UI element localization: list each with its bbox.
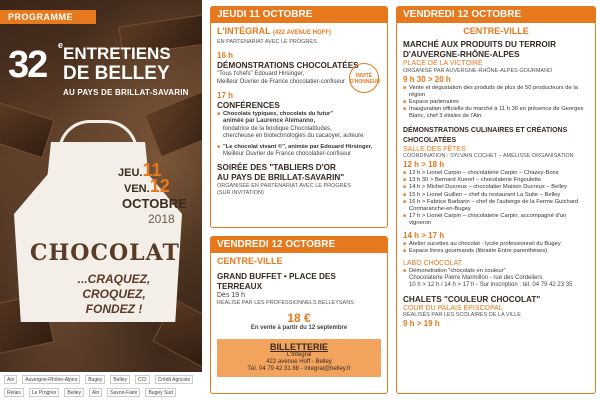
centre-ville-label: CENTRE-VILLE — [217, 256, 283, 266]
cover-panel — [0, 0, 202, 400]
sponsor-logo: Bugey Sud — [145, 388, 175, 397]
demo-slot: ■ 16 h > Fabrice Barbarin – chef de l'auberge de la Ferme Guichard Cormaranche-en-Bugey — [403, 199, 589, 213]
labo-detail: 10 h > 12 h / 14 h > 17 h - Sur inscription : tél. 04 79 42 23 35 — [409, 282, 573, 289]
chocolate-piece-image — [144, 89, 202, 158]
time-17h: 17 h — [217, 91, 234, 100]
labo-title: LABO CHOCOLAT — [403, 260, 462, 268]
soiree-invitation: (SUR INVITATION) — [217, 190, 264, 197]
labo-item: ■ Démonstration "chocolats en couleur" — [403, 268, 589, 275]
conference-detail: fondatrice de la boutique Chocolatitudes, — [223, 125, 332, 132]
buffet-note: RÉALISÉ PAR LES PROFESSIONNELS BELLEYSANS — [217, 299, 354, 306]
market-item: ■ Espace partenaires — [403, 99, 589, 106]
workshop-time: 14 h > 17 h — [403, 230, 445, 240]
chalets-note: RÉALISÉS PAR LES SCOLAIRES DE LA VILLE — [403, 312, 521, 319]
ticket-office-box — [217, 339, 381, 377]
sponsor-logo: CCI — [135, 375, 150, 384]
market-title: MARCHÉ AUX PRODUITS DU TERROIR — [403, 40, 556, 49]
market-place: PLACE DE LA VICTOIRE — [403, 60, 483, 67]
sponsor-logo: Ain — [4, 375, 17, 384]
program-column-right — [396, 0, 600, 400]
soiree-title: AU PAYS DE BRILLAT-SAVARIN" — [217, 173, 345, 183]
ticket-office-address: 422 avenue Hoff - Belley — [266, 359, 332, 366]
date-friday: VEN.12 — [124, 176, 170, 196]
chalets-title: CHALETS "COULEUR CHOCOLAT" — [403, 294, 541, 304]
ticket-office-contact: Tél. 04 79 42 31 88 - integral@belley.fr — [247, 366, 351, 373]
market-time: 9 h 30 > 20 h — [403, 74, 451, 84]
labo-detail: Chocolaterie Pierre Marmillon - rue des Cordeliers — [409, 274, 543, 281]
friday-buffet-card — [210, 236, 388, 394]
workshop-item: ■ Atelier sucettes au chocolat - lycée professionnel du Bugey — [403, 241, 589, 248]
conferences-title: CONFÉRENCES — [217, 101, 280, 110]
sponsor-logo: Auvergne-Rhône-Alpes — [22, 375, 80, 384]
demo-slot: ■ 14 h > Michel Ducreux – chocolatier Maison Ducreux – Belley — [403, 184, 589, 191]
event-subtitle: AU PAYS DE BRILLAT-SAVARIN — [63, 88, 189, 97]
demo-slot: ■ 13 h 30 > Bernard Xueref – chocolaterie Frigoulette — [403, 177, 589, 184]
event-title-line1: ENTRETIENS — [63, 44, 171, 63]
event-title-line2: DE BELLEY — [63, 63, 170, 84]
date-thursday: JEU.11 — [118, 160, 162, 180]
friday-centre-ville-card — [396, 6, 596, 394]
guest-of-honour-badge: INVITÉ D'HONNEUR — [349, 63, 379, 93]
soiree-partner: ORGANISÉE EN PARTENARIAT AVEC LE PROGRÈS — [217, 183, 351, 190]
thursday-header: JEUDI 11 OCTOBRE — [211, 7, 387, 23]
programme-label: PROGRAMME — [0, 10, 96, 24]
market-title: D'AUVERGNE-RHÔNE-ALPES — [403, 50, 520, 59]
sponsor-logo: Relais — [4, 388, 24, 397]
time-16h: 16 h — [217, 51, 234, 60]
demo-line: "Tous t'chefs" Edouard Hirsinger, — [217, 71, 305, 77]
market-item: ■ Vente et dégustation des produits de plus de 50 producteurs de la région — [403, 85, 589, 99]
sponsor-logo: Le Progrès — [29, 388, 59, 397]
sponsor-logo: Crédit Agricole — [155, 375, 194, 384]
program-column-middle — [210, 0, 388, 400]
workshop-item: ■ Espace livres gourmands (librairie Entre parenthèses) — [403, 248, 589, 255]
thursday-card — [210, 6, 388, 228]
edition-number-suffix: e — [58, 40, 64, 50]
date-month: OCTOBRE — [122, 196, 187, 211]
conference-detail: chercheuse en biotechnologies du cacaoyer, auteure — [223, 133, 364, 140]
price: 18 € — [287, 310, 311, 325]
demos-time: 12 h > 18 h — [403, 160, 445, 170]
conference-detail: Meilleur Ouvrier de France chocolatier-confiseur — [223, 150, 352, 157]
sponsor-logos — [0, 372, 202, 400]
demos-title: DÉMONSTRATIONS CULINAIRES ET CRÉATIONS CHOCOLATÉES — [403, 126, 568, 144]
slogan: ...CRAQUEZ, CROQUEZ, FONDEZ ! — [77, 272, 151, 316]
buffet-time: Dès 19 h — [217, 292, 246, 299]
chocolat-wordmark: CHOCOLAT — [30, 240, 180, 266]
friday-header: VENDREDI 12 OCTOBRE — [211, 237, 387, 253]
ticket-office-venue: L'Intégral — [286, 352, 312, 358]
centre-ville-label: CENTRE-VILLE — [463, 26, 529, 36]
conference-title: ■ Chocolats typiques, chocolats du futur" — [217, 111, 381, 118]
integral-partner: EN PARTENARIAT AVEC LE PROGRÈS — [217, 39, 317, 45]
friday-header: VENDREDI 12 OCTOBRE — [397, 7, 595, 23]
sponsor-logo: Bugey — [85, 375, 105, 384]
demos-coordination: COORDINATION : SYLVAIN COCHET – AMÉLISSE ORGANISATION — [403, 153, 574, 160]
chocolate-piece-image — [0, 102, 55, 159]
buffet-title: GRAND BUFFET • PLACE DES TERREAUX — [217, 272, 336, 291]
integral-venue: L'INTÉGRAL (422 AVENUE HOFF) — [217, 26, 332, 36]
sponsor-logo: Ain — [89, 388, 102, 397]
sponsor-logo: Belley — [110, 375, 130, 384]
demos-place: SALLE DES FÊTES — [403, 145, 466, 153]
conference-title: ■ "Le chocolat vivant ©", animée par Edouard Hirsinger, — [217, 144, 381, 151]
date-year: 2018 — [148, 212, 175, 226]
presale-info: En vente à partir du 12 septembre — [250, 324, 348, 331]
sponsor-logo: Savoir-Faire — [107, 388, 140, 397]
demo-slot: ■ 12 h > Lionel Carpin – chocolaterie Carpin – Chazey-Bons — [403, 170, 589, 177]
demo-slot: ■ 17 h > Lionel Carpin – chocolaterie Carpin, accompagné d'un vigneron — [403, 213, 589, 227]
market-organizer: ORGANISÉ PAR AUVERGNE-RHÔNE-ALPES GOURMAND — [403, 67, 553, 74]
demo-title: DÉMONSTRATIONS CHOCOLATÉES — [217, 61, 359, 70]
conference-speaker: animée par Laurence Alemanno, — [223, 118, 316, 125]
market-item: ■ Inauguration officielle du marché à 11 h 30 en présence de Georges Blanc, chef 3 étoiles de l'Ain — [403, 106, 589, 120]
chalets-time: 9 h > 19 h — [403, 319, 440, 329]
demo-slot: ■ 15 h > Lionel Guillen – chef du restaurant La Suite – Belley — [403, 192, 589, 199]
soiree-title: SOIRÉE DES "TABLIERS D'OR — [217, 163, 336, 173]
sponsor-logo: Belley — [64, 388, 84, 397]
chalets-place: COUR DU PALAIS ÉPISCOPAL — [403, 304, 503, 312]
demo-line: Meilleur Ouvrier de France chocolatier-confiseur — [217, 78, 346, 85]
ticket-office-title: BILLETTERIE — [270, 342, 328, 352]
edition-number: 32 — [8, 44, 47, 86]
